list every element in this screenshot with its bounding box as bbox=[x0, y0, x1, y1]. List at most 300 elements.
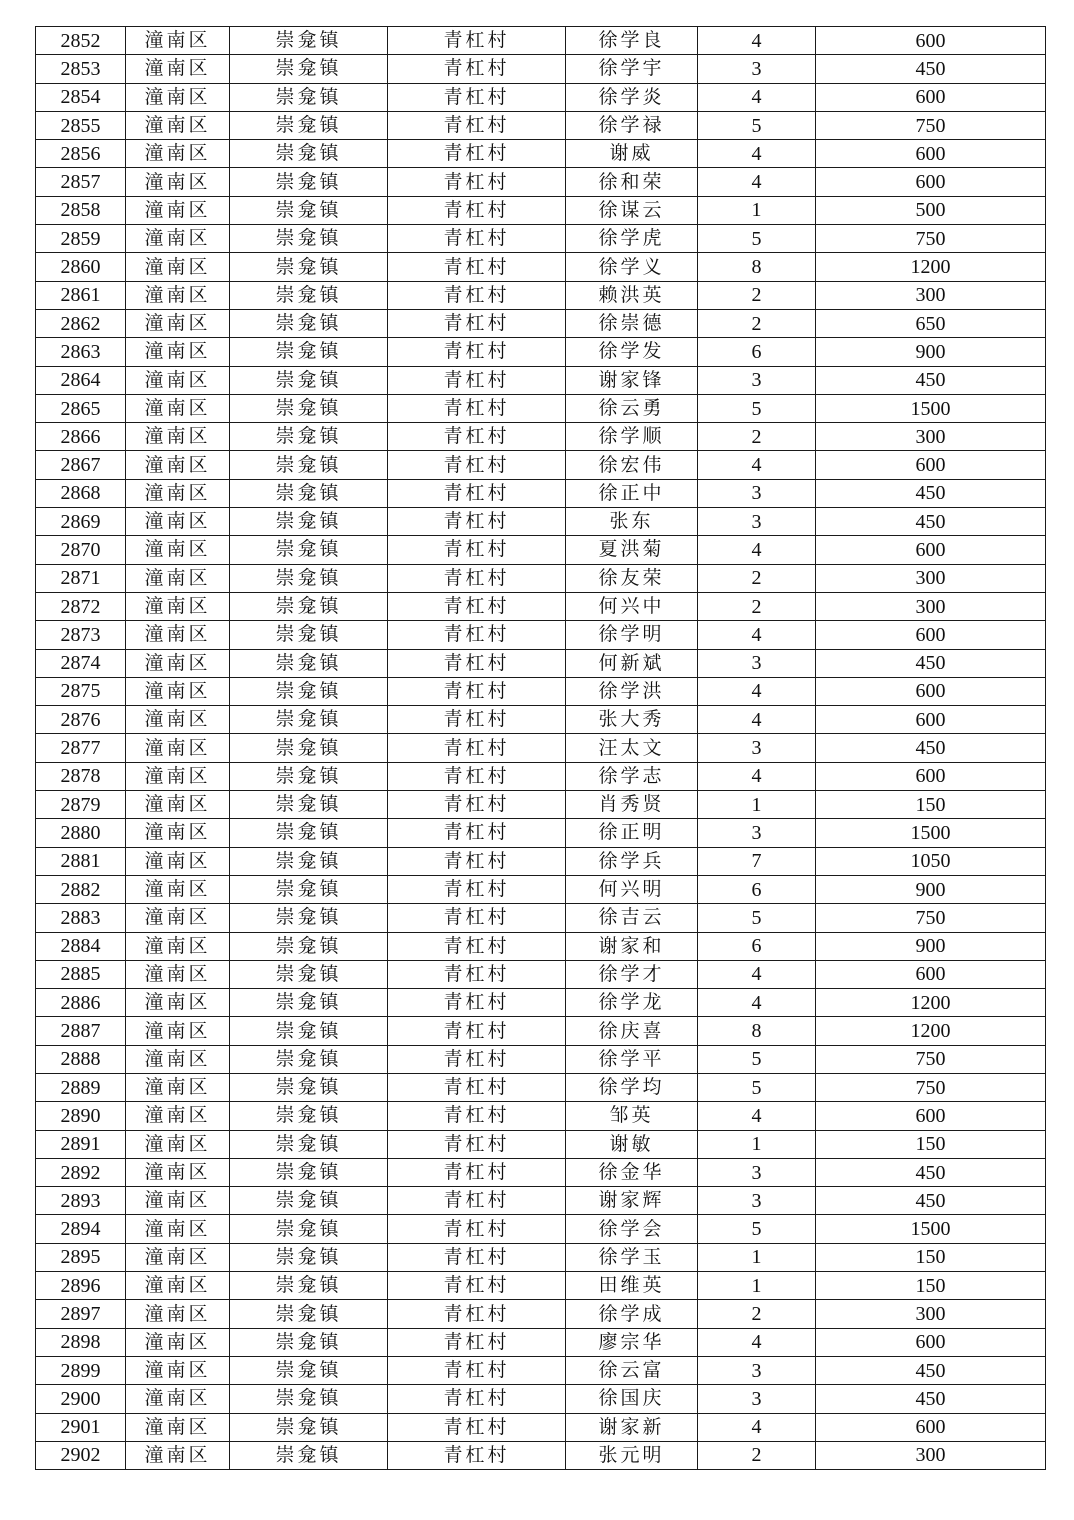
amount-cell: 750 bbox=[816, 225, 1046, 253]
town-cell: 崇龛镇 bbox=[230, 649, 388, 677]
town-cell: 崇龛镇 bbox=[230, 1356, 388, 1384]
amount-cell: 450 bbox=[816, 366, 1046, 394]
serial-number-cell: 2896 bbox=[36, 1272, 126, 1300]
table-row bbox=[36, 423, 1046, 451]
town-cell: 崇龛镇 bbox=[230, 1215, 388, 1243]
name-cell: 谢家锋 bbox=[566, 366, 698, 394]
town-cell: 崇龛镇 bbox=[230, 1328, 388, 1356]
village-cell: 青杠村 bbox=[388, 734, 566, 762]
name-cell: 徐学良 bbox=[566, 27, 698, 55]
household-size-cell: 2 bbox=[698, 281, 816, 309]
name-cell: 徐学虎 bbox=[566, 225, 698, 253]
name-cell: 夏洪菊 bbox=[566, 536, 698, 564]
district-cell: 潼南区 bbox=[126, 83, 230, 111]
serial-number-cell: 2901 bbox=[36, 1413, 126, 1441]
district-cell: 潼南区 bbox=[126, 847, 230, 875]
district-cell: 潼南区 bbox=[126, 960, 230, 988]
serial-number-cell: 2900 bbox=[36, 1385, 126, 1413]
name-cell: 谢家和 bbox=[566, 932, 698, 960]
name-cell: 徐金华 bbox=[566, 1158, 698, 1186]
district-cell: 潼南区 bbox=[126, 875, 230, 903]
household-size-cell: 5 bbox=[698, 1215, 816, 1243]
serial-number-cell: 2854 bbox=[36, 83, 126, 111]
amount-cell: 600 bbox=[816, 1413, 1046, 1441]
household-size-cell: 3 bbox=[698, 734, 816, 762]
village-cell: 青杠村 bbox=[388, 536, 566, 564]
amount-cell: 900 bbox=[816, 875, 1046, 903]
amount-cell: 600 bbox=[816, 27, 1046, 55]
town-cell: 崇龛镇 bbox=[230, 960, 388, 988]
district-cell: 潼南区 bbox=[126, 1441, 230, 1469]
table-row bbox=[36, 253, 1046, 281]
village-cell: 青杠村 bbox=[388, 989, 566, 1017]
household-size-cell: 3 bbox=[698, 1356, 816, 1384]
amount-cell: 650 bbox=[816, 309, 1046, 337]
amount-cell: 450 bbox=[816, 1356, 1046, 1384]
household-size-cell: 3 bbox=[698, 508, 816, 536]
amount-cell: 600 bbox=[816, 1328, 1046, 1356]
household-size-cell: 4 bbox=[698, 1328, 816, 1356]
village-cell: 青杠村 bbox=[388, 1385, 566, 1413]
name-cell: 谢家新 bbox=[566, 1413, 698, 1441]
amount-cell: 450 bbox=[816, 55, 1046, 83]
village-cell: 青杠村 bbox=[388, 847, 566, 875]
table-row bbox=[36, 932, 1046, 960]
amount-cell: 450 bbox=[816, 734, 1046, 762]
table-row bbox=[36, 649, 1046, 677]
amount-cell: 750 bbox=[816, 1045, 1046, 1073]
amount-cell: 1500 bbox=[816, 394, 1046, 422]
amount-cell: 450 bbox=[816, 1385, 1046, 1413]
district-cell: 潼南区 bbox=[126, 536, 230, 564]
serial-number-cell: 2860 bbox=[36, 253, 126, 281]
name-cell: 邹英 bbox=[566, 1102, 698, 1130]
district-cell: 潼南区 bbox=[126, 1017, 230, 1045]
district-cell: 潼南区 bbox=[126, 1243, 230, 1271]
amount-cell: 600 bbox=[816, 960, 1046, 988]
town-cell: 崇龛镇 bbox=[230, 83, 388, 111]
table-row bbox=[36, 1328, 1046, 1356]
district-cell: 潼南区 bbox=[126, 423, 230, 451]
district-cell: 潼南区 bbox=[126, 1073, 230, 1101]
amount-cell: 750 bbox=[816, 111, 1046, 139]
table-row bbox=[36, 27, 1046, 55]
name-cell: 徐学禄 bbox=[566, 111, 698, 139]
serial-number-cell: 2875 bbox=[36, 677, 126, 705]
name-cell: 徐学宇 bbox=[566, 55, 698, 83]
household-size-cell: 2 bbox=[698, 564, 816, 592]
serial-number-cell: 2886 bbox=[36, 989, 126, 1017]
town-cell: 崇龛镇 bbox=[230, 338, 388, 366]
serial-number-cell: 2859 bbox=[36, 225, 126, 253]
district-cell: 潼南区 bbox=[126, 1385, 230, 1413]
table-row bbox=[36, 1243, 1046, 1271]
serial-number-cell: 2867 bbox=[36, 451, 126, 479]
town-cell: 崇龛镇 bbox=[230, 989, 388, 1017]
district-cell: 潼南区 bbox=[126, 762, 230, 790]
amount-cell: 600 bbox=[816, 677, 1046, 705]
village-cell: 青杠村 bbox=[388, 281, 566, 309]
serial-number-cell: 2887 bbox=[36, 1017, 126, 1045]
amount-cell: 450 bbox=[816, 508, 1046, 536]
name-cell: 何新斌 bbox=[566, 649, 698, 677]
household-size-cell: 4 bbox=[698, 168, 816, 196]
table-row bbox=[36, 168, 1046, 196]
district-cell: 潼南区 bbox=[126, 196, 230, 224]
table-row bbox=[36, 1300, 1046, 1328]
town-cell: 崇龛镇 bbox=[230, 536, 388, 564]
serial-number-cell: 2874 bbox=[36, 649, 126, 677]
household-size-cell: 7 bbox=[698, 847, 816, 875]
household-size-cell: 3 bbox=[698, 479, 816, 507]
district-cell: 潼南区 bbox=[126, 1130, 230, 1158]
table-row bbox=[36, 1385, 1046, 1413]
town-cell: 崇龛镇 bbox=[230, 225, 388, 253]
name-cell: 徐学义 bbox=[566, 253, 698, 281]
name-cell: 徐学龙 bbox=[566, 989, 698, 1017]
amount-cell: 900 bbox=[816, 338, 1046, 366]
village-cell: 青杠村 bbox=[388, 932, 566, 960]
name-cell: 徐正中 bbox=[566, 479, 698, 507]
serial-number-cell: 2857 bbox=[36, 168, 126, 196]
amount-cell: 600 bbox=[816, 1102, 1046, 1130]
name-cell: 汪太文 bbox=[566, 734, 698, 762]
village-cell: 青杠村 bbox=[388, 1243, 566, 1271]
household-size-cell: 8 bbox=[698, 253, 816, 281]
name-cell: 徐学成 bbox=[566, 1300, 698, 1328]
town-cell: 崇龛镇 bbox=[230, 423, 388, 451]
town-cell: 崇龛镇 bbox=[230, 734, 388, 762]
town-cell: 崇龛镇 bbox=[230, 309, 388, 337]
village-cell: 青杠村 bbox=[388, 309, 566, 337]
amount-cell: 1200 bbox=[816, 253, 1046, 281]
serial-number-cell: 2868 bbox=[36, 479, 126, 507]
table-row bbox=[36, 1272, 1046, 1300]
district-cell: 潼南区 bbox=[126, 281, 230, 309]
serial-number-cell: 2862 bbox=[36, 309, 126, 337]
amount-cell: 600 bbox=[816, 140, 1046, 168]
household-size-cell: 1 bbox=[698, 791, 816, 819]
serial-number-cell: 2894 bbox=[36, 1215, 126, 1243]
amount-cell: 750 bbox=[816, 1073, 1046, 1101]
town-cell: 崇龛镇 bbox=[230, 168, 388, 196]
serial-number-cell: 2864 bbox=[36, 366, 126, 394]
table-row bbox=[36, 196, 1046, 224]
serial-number-cell: 2892 bbox=[36, 1158, 126, 1186]
household-size-cell: 2 bbox=[698, 1441, 816, 1469]
district-cell: 潼南区 bbox=[126, 309, 230, 337]
district-cell: 潼南区 bbox=[126, 706, 230, 734]
district-cell: 潼南区 bbox=[126, 27, 230, 55]
name-cell: 徐学才 bbox=[566, 960, 698, 988]
village-cell: 青杠村 bbox=[388, 451, 566, 479]
district-cell: 潼南区 bbox=[126, 55, 230, 83]
name-cell: 徐学明 bbox=[566, 621, 698, 649]
household-size-cell: 3 bbox=[698, 1385, 816, 1413]
serial-number-cell: 2870 bbox=[36, 536, 126, 564]
name-cell: 徐正明 bbox=[566, 819, 698, 847]
town-cell: 崇龛镇 bbox=[230, 1130, 388, 1158]
household-size-cell: 1 bbox=[698, 1243, 816, 1271]
town-cell: 崇龛镇 bbox=[230, 281, 388, 309]
amount-cell: 450 bbox=[816, 1187, 1046, 1215]
table-row bbox=[36, 338, 1046, 366]
village-cell: 青杠村 bbox=[388, 168, 566, 196]
village-cell: 青杠村 bbox=[388, 1045, 566, 1073]
household-size-cell: 4 bbox=[698, 27, 816, 55]
district-cell: 潼南区 bbox=[126, 791, 230, 819]
amount-cell: 300 bbox=[816, 592, 1046, 620]
household-size-cell: 4 bbox=[698, 677, 816, 705]
town-cell: 崇龛镇 bbox=[230, 1073, 388, 1101]
serial-number-cell: 2895 bbox=[36, 1243, 126, 1271]
table-row bbox=[36, 479, 1046, 507]
village-cell: 青杠村 bbox=[388, 1328, 566, 1356]
serial-number-cell: 2872 bbox=[36, 592, 126, 620]
town-cell: 崇龛镇 bbox=[230, 621, 388, 649]
village-cell: 青杠村 bbox=[388, 394, 566, 422]
district-cell: 潼南区 bbox=[126, 1215, 230, 1243]
district-cell: 潼南区 bbox=[126, 1045, 230, 1073]
household-size-cell: 5 bbox=[698, 394, 816, 422]
village-cell: 青杠村 bbox=[388, 592, 566, 620]
table-row bbox=[36, 1073, 1046, 1101]
serial-number-cell: 2888 bbox=[36, 1045, 126, 1073]
village-cell: 青杠村 bbox=[388, 875, 566, 903]
serial-number-cell: 2880 bbox=[36, 819, 126, 847]
village-cell: 青杠村 bbox=[388, 1356, 566, 1384]
name-cell: 徐庆喜 bbox=[566, 1017, 698, 1045]
household-size-cell: 5 bbox=[698, 1073, 816, 1101]
table-row bbox=[36, 366, 1046, 394]
household-size-cell: 3 bbox=[698, 1158, 816, 1186]
name-cell: 徐云富 bbox=[566, 1356, 698, 1384]
name-cell: 徐友荣 bbox=[566, 564, 698, 592]
district-cell: 潼南区 bbox=[126, 394, 230, 422]
town-cell: 崇龛镇 bbox=[230, 1413, 388, 1441]
serial-number-cell: 2883 bbox=[36, 904, 126, 932]
name-cell: 廖宗华 bbox=[566, 1328, 698, 1356]
district-cell: 潼南区 bbox=[126, 508, 230, 536]
village-cell: 青杠村 bbox=[388, 196, 566, 224]
serial-number-cell: 2877 bbox=[36, 734, 126, 762]
name-cell: 徐学平 bbox=[566, 1045, 698, 1073]
household-size-cell: 2 bbox=[698, 592, 816, 620]
town-cell: 崇龛镇 bbox=[230, 253, 388, 281]
household-size-cell: 4 bbox=[698, 762, 816, 790]
town-cell: 崇龛镇 bbox=[230, 27, 388, 55]
name-cell: 何兴中 bbox=[566, 592, 698, 620]
table-row bbox=[36, 1441, 1046, 1469]
name-cell: 田维英 bbox=[566, 1272, 698, 1300]
village-cell: 青杠村 bbox=[388, 1102, 566, 1130]
household-size-cell: 6 bbox=[698, 932, 816, 960]
household-size-cell: 4 bbox=[698, 706, 816, 734]
town-cell: 崇龛镇 bbox=[230, 1441, 388, 1469]
amount-cell: 150 bbox=[816, 1243, 1046, 1271]
table-row bbox=[36, 904, 1046, 932]
town-cell: 崇龛镇 bbox=[230, 394, 388, 422]
serial-number-cell: 2882 bbox=[36, 875, 126, 903]
table-row bbox=[36, 1215, 1046, 1243]
name-cell: 徐学志 bbox=[566, 762, 698, 790]
town-cell: 崇龛镇 bbox=[230, 706, 388, 734]
amount-cell: 300 bbox=[816, 1300, 1046, 1328]
serial-number-cell: 2890 bbox=[36, 1102, 126, 1130]
table-body bbox=[36, 27, 1046, 1470]
household-size-cell: 3 bbox=[698, 55, 816, 83]
serial-number-cell: 2869 bbox=[36, 508, 126, 536]
district-cell: 潼南区 bbox=[126, 225, 230, 253]
town-cell: 崇龛镇 bbox=[230, 904, 388, 932]
name-cell: 谢家辉 bbox=[566, 1187, 698, 1215]
district-cell: 潼南区 bbox=[126, 649, 230, 677]
village-cell: 青杠村 bbox=[388, 83, 566, 111]
table-row bbox=[36, 706, 1046, 734]
amount-cell: 300 bbox=[816, 564, 1046, 592]
amount-cell: 150 bbox=[816, 791, 1046, 819]
serial-number-cell: 2853 bbox=[36, 55, 126, 83]
serial-number-cell: 2876 bbox=[36, 706, 126, 734]
household-size-cell: 3 bbox=[698, 366, 816, 394]
household-size-cell: 6 bbox=[698, 338, 816, 366]
village-cell: 青杠村 bbox=[388, 621, 566, 649]
town-cell: 崇龛镇 bbox=[230, 1102, 388, 1130]
village-cell: 青杠村 bbox=[388, 791, 566, 819]
village-cell: 青杠村 bbox=[388, 253, 566, 281]
table-row bbox=[36, 989, 1046, 1017]
household-size-cell: 1 bbox=[698, 1272, 816, 1300]
amount-cell: 600 bbox=[816, 168, 1046, 196]
district-cell: 潼南区 bbox=[126, 111, 230, 139]
name-cell: 赖洪英 bbox=[566, 281, 698, 309]
amount-cell: 600 bbox=[816, 451, 1046, 479]
name-cell: 何兴明 bbox=[566, 875, 698, 903]
table-row bbox=[36, 451, 1046, 479]
town-cell: 崇龛镇 bbox=[230, 791, 388, 819]
town-cell: 崇龛镇 bbox=[230, 111, 388, 139]
village-cell: 青杠村 bbox=[388, 1073, 566, 1101]
table-row bbox=[36, 1158, 1046, 1186]
name-cell: 张大秀 bbox=[566, 706, 698, 734]
table-row bbox=[36, 592, 1046, 620]
name-cell: 张元明 bbox=[566, 1441, 698, 1469]
amount-cell: 1050 bbox=[816, 847, 1046, 875]
village-cell: 青杠村 bbox=[388, 225, 566, 253]
table-row bbox=[36, 1130, 1046, 1158]
serial-number-cell: 2885 bbox=[36, 960, 126, 988]
table-row bbox=[36, 394, 1046, 422]
name-cell: 徐学顺 bbox=[566, 423, 698, 451]
district-cell: 潼南区 bbox=[126, 904, 230, 932]
amount-cell: 150 bbox=[816, 1130, 1046, 1158]
district-cell: 潼南区 bbox=[126, 564, 230, 592]
amount-cell: 1200 bbox=[816, 1017, 1046, 1045]
village-cell: 青杠村 bbox=[388, 55, 566, 83]
village-cell: 青杠村 bbox=[388, 677, 566, 705]
serial-number-cell: 2902 bbox=[36, 1441, 126, 1469]
village-cell: 青杠村 bbox=[388, 960, 566, 988]
table-row bbox=[36, 1356, 1046, 1384]
village-cell: 青杠村 bbox=[388, 111, 566, 139]
village-cell: 青杠村 bbox=[388, 338, 566, 366]
name-cell: 谢敏 bbox=[566, 1130, 698, 1158]
household-size-cell: 5 bbox=[698, 111, 816, 139]
name-cell: 徐谋云 bbox=[566, 196, 698, 224]
village-cell: 青杠村 bbox=[388, 27, 566, 55]
amount-cell: 300 bbox=[816, 1441, 1046, 1469]
town-cell: 崇龛镇 bbox=[230, 819, 388, 847]
district-cell: 潼南区 bbox=[126, 932, 230, 960]
table-row bbox=[36, 1187, 1046, 1215]
name-cell: 谢威 bbox=[566, 140, 698, 168]
serial-number-cell: 2878 bbox=[36, 762, 126, 790]
household-size-cell: 4 bbox=[698, 1102, 816, 1130]
name-cell: 徐和荣 bbox=[566, 168, 698, 196]
village-cell: 青杠村 bbox=[388, 1158, 566, 1186]
district-cell: 潼南区 bbox=[126, 451, 230, 479]
town-cell: 崇龛镇 bbox=[230, 1017, 388, 1045]
serial-number-cell: 2858 bbox=[36, 196, 126, 224]
serial-number-cell: 2865 bbox=[36, 394, 126, 422]
table-row bbox=[36, 1102, 1046, 1130]
serial-number-cell: 2866 bbox=[36, 423, 126, 451]
serial-number-cell: 2856 bbox=[36, 140, 126, 168]
table-row bbox=[36, 762, 1046, 790]
name-cell: 徐吉云 bbox=[566, 904, 698, 932]
table-row bbox=[36, 111, 1046, 139]
district-cell: 潼南区 bbox=[126, 819, 230, 847]
town-cell: 崇龛镇 bbox=[230, 55, 388, 83]
name-cell: 徐学发 bbox=[566, 338, 698, 366]
district-cell: 潼南区 bbox=[126, 1413, 230, 1441]
district-cell: 潼南区 bbox=[126, 479, 230, 507]
table-row bbox=[36, 55, 1046, 83]
serial-number-cell: 2852 bbox=[36, 27, 126, 55]
table-row bbox=[36, 225, 1046, 253]
village-cell: 青杠村 bbox=[388, 762, 566, 790]
district-cell: 潼南区 bbox=[126, 1272, 230, 1300]
village-cell: 青杠村 bbox=[388, 423, 566, 451]
serial-number-cell: 2893 bbox=[36, 1187, 126, 1215]
amount-cell: 1500 bbox=[816, 819, 1046, 847]
name-cell: 徐学玉 bbox=[566, 1243, 698, 1271]
household-size-cell: 6 bbox=[698, 875, 816, 903]
village-cell: 青杠村 bbox=[388, 649, 566, 677]
village-cell: 青杠村 bbox=[388, 1187, 566, 1215]
table-row bbox=[36, 791, 1046, 819]
serial-number-cell: 2879 bbox=[36, 791, 126, 819]
table-row bbox=[36, 140, 1046, 168]
district-cell: 潼南区 bbox=[126, 989, 230, 1017]
village-cell: 青杠村 bbox=[388, 706, 566, 734]
village-cell: 青杠村 bbox=[388, 508, 566, 536]
village-cell: 青杠村 bbox=[388, 366, 566, 394]
table-row bbox=[36, 508, 1046, 536]
district-cell: 潼南区 bbox=[126, 338, 230, 366]
town-cell: 崇龛镇 bbox=[230, 762, 388, 790]
town-cell: 崇龛镇 bbox=[230, 366, 388, 394]
town-cell: 崇龛镇 bbox=[230, 1300, 388, 1328]
household-size-cell: 4 bbox=[698, 1413, 816, 1441]
village-cell: 青杠村 bbox=[388, 1413, 566, 1441]
name-cell: 徐宏伟 bbox=[566, 451, 698, 479]
household-size-cell: 2 bbox=[698, 423, 816, 451]
village-cell: 青杠村 bbox=[388, 904, 566, 932]
household-size-cell: 2 bbox=[698, 1300, 816, 1328]
name-cell: 徐学兵 bbox=[566, 847, 698, 875]
town-cell: 崇龛镇 bbox=[230, 1045, 388, 1073]
